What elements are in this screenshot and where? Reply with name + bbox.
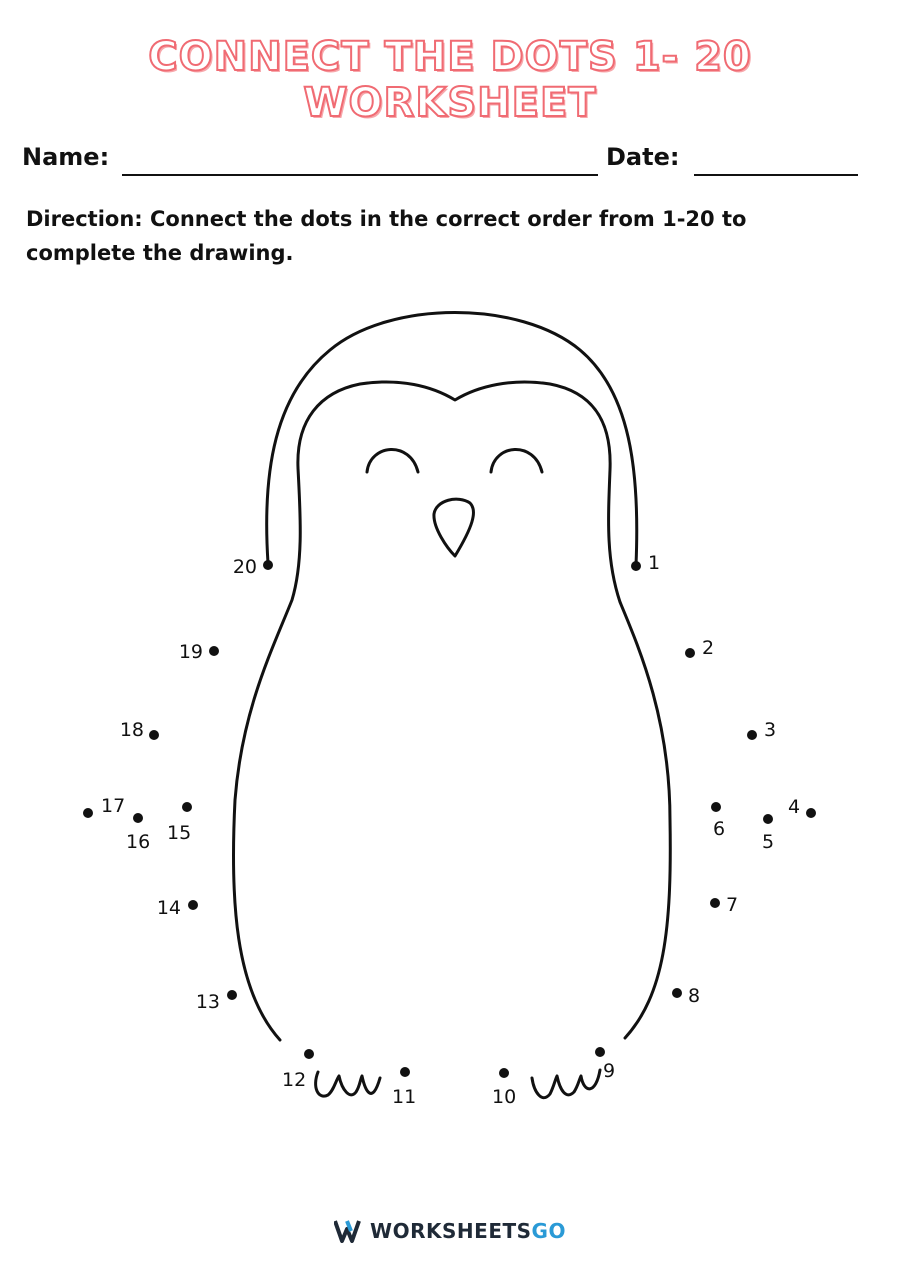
penguin-head-outline <box>267 313 637 566</box>
dot-4 <box>788 796 816 818</box>
dot-marker <box>182 802 192 812</box>
dot-number-label: 6 <box>713 818 726 840</box>
dot-number-label: 2 <box>702 637 715 659</box>
footer-brand <box>0 1214 900 1248</box>
dot-number-label: 10 <box>492 1086 517 1108</box>
dot-14 <box>157 897 198 919</box>
left-eye <box>367 449 418 472</box>
dot-19 <box>179 641 219 663</box>
dot-17 <box>83 795 125 818</box>
dot-number-label: 15 <box>167 822 192 844</box>
dot-13 <box>196 990 237 1013</box>
dot-number-label: 3 <box>764 719 777 741</box>
dot-7 <box>710 894 738 916</box>
dot-number-label: 13 <box>195 991 220 1013</box>
dot-number-label: 7 <box>726 894 739 916</box>
worksheet-title: CONNECT THE DOTS 1- 20 WORKSHEET <box>148 34 752 126</box>
dot-marker <box>499 1068 509 1078</box>
worksheetsgo-logo-icon <box>334 1219 364 1243</box>
dot-number-label: 9 <box>603 1060 616 1082</box>
dot-marker <box>806 808 816 818</box>
date-label: Date: <box>606 143 680 171</box>
dot-marker <box>763 814 773 824</box>
dot-number-label: 20 <box>232 556 257 578</box>
name-label: Name: <box>22 143 110 171</box>
dot-number-label: 5 <box>762 831 775 853</box>
dot-5 <box>762 814 774 853</box>
dots-layer <box>83 552 816 1108</box>
dot-number-label: 1 <box>648 552 661 574</box>
dot-marker <box>133 813 143 823</box>
dot-12 <box>282 1049 314 1091</box>
brand-part2: GO <box>531 1219 566 1243</box>
dot-marker <box>263 560 273 570</box>
dot-16 <box>126 813 150 853</box>
left-foot <box>316 1072 380 1096</box>
dot-10 <box>492 1068 516 1108</box>
dot-marker <box>83 808 93 818</box>
right-foot <box>532 1070 600 1098</box>
dot-number-label: 12 <box>282 1069 307 1091</box>
dot-18 <box>120 719 159 741</box>
dot-11 <box>392 1067 416 1108</box>
dot-number-label: 18 <box>119 719 144 741</box>
dot-6 <box>711 802 725 840</box>
right-eye <box>491 449 542 472</box>
dot-number-label: 17 <box>101 795 126 817</box>
dot-number-label: 11 <box>392 1086 417 1108</box>
dot-marker <box>304 1049 314 1059</box>
dot-marker <box>710 898 720 908</box>
dot-number-label: 4 <box>788 796 801 818</box>
dot-8 <box>672 985 700 1007</box>
dot-number-label: 16 <box>126 831 151 853</box>
dot-marker <box>672 988 682 998</box>
direction-text: Direction: Connect the dots in the correct order from 1-20 to complete the drawing. <box>26 207 747 265</box>
penguin-body-outline <box>233 382 670 1040</box>
dot-marker <box>685 648 695 658</box>
dot-marker <box>227 990 237 1000</box>
brand-name <box>370 1219 566 1243</box>
beak <box>434 499 474 556</box>
dot-marker <box>400 1067 410 1077</box>
dot-2 <box>685 637 714 659</box>
dot-number-label: 8 <box>688 985 701 1007</box>
dot-marker <box>188 900 198 910</box>
dot-number-label: 19 <box>178 641 203 663</box>
dot-marker <box>209 646 219 656</box>
dot-marker <box>149 730 159 740</box>
dot-marker <box>711 802 721 812</box>
dot-marker <box>747 730 757 740</box>
brand-part1: WORKSHEETS <box>370 1219 532 1243</box>
dot-3 <box>747 719 776 741</box>
dot-number-label: 14 <box>156 897 181 919</box>
dot-marker <box>595 1047 605 1057</box>
dot-marker <box>631 561 641 571</box>
dot-15 <box>167 802 192 844</box>
